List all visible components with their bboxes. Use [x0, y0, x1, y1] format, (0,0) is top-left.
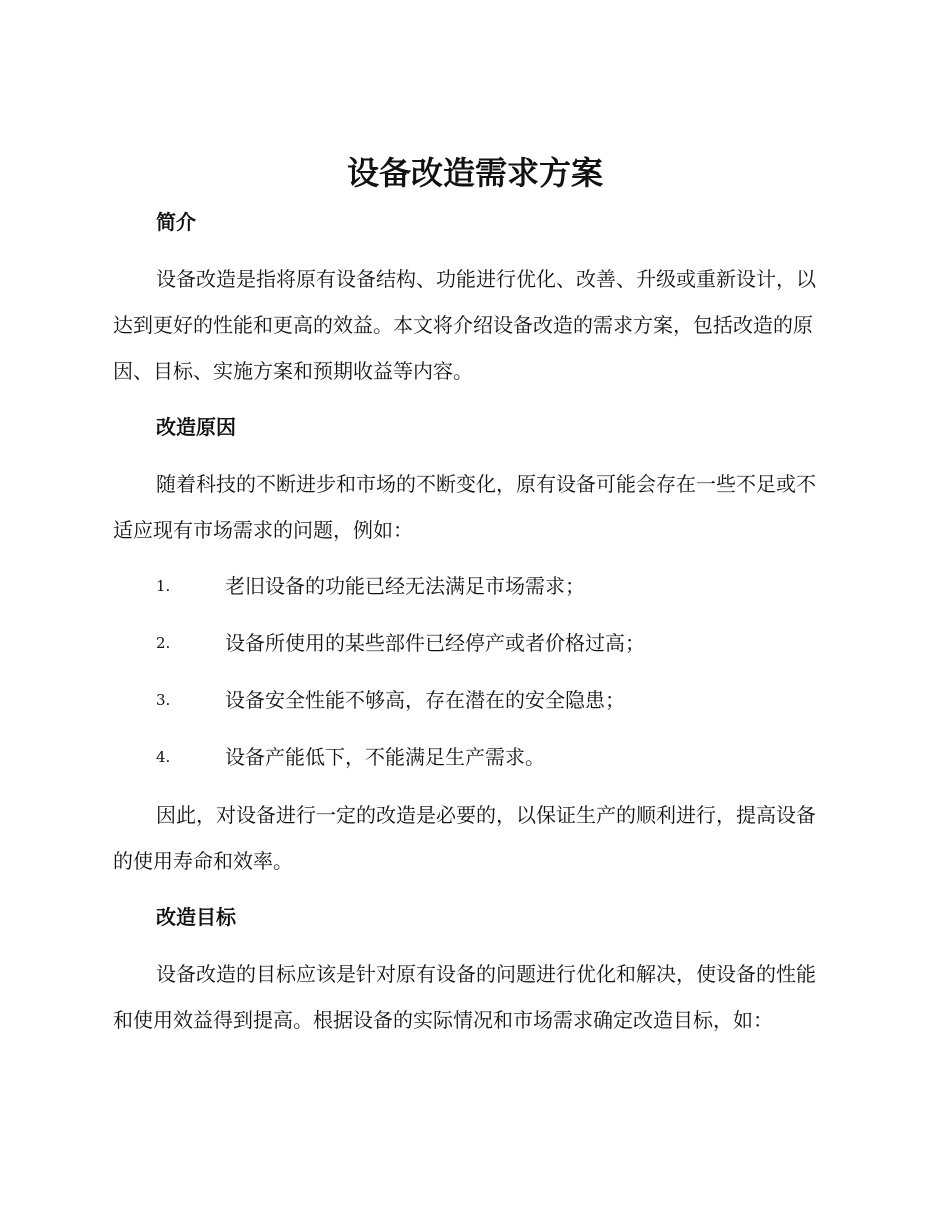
conclusion-paragraph: 因此，对设备进行一定的改造是必要的，以保证生产的顺利进行，提高设备的使用寿命和效率。	[113, 803, 816, 873]
list-number: 1.	[156, 577, 171, 595]
list-item	[156, 685, 836, 715]
list-number: 3.	[156, 691, 171, 709]
list-item	[156, 628, 836, 658]
list-number: 4.	[156, 748, 171, 766]
section-heading-intro: 简介	[156, 210, 196, 234]
list-item	[156, 742, 836, 772]
list-text: 设备安全性能不够高，存在潜在的安全隐患；	[225, 688, 625, 712]
reasons-paragraph: 随着科技的不断进步和市场的不断变化，原有设备可能会存在一些不足或不适应现有市场需求的问题，例如：	[113, 472, 816, 542]
list-text: 设备所使用的某些部件已经停产或者价格过高；	[225, 631, 645, 655]
section-heading-goals: 改造目标	[156, 905, 236, 929]
document-title: 设备改造需求方案	[346, 154, 603, 192]
section-heading-reasons: 改造原因	[156, 415, 236, 439]
list-number: 2.	[156, 634, 171, 652]
list-text: 设备产能低下，不能满足生产需求。	[225, 745, 545, 769]
intro-paragraph: 设备改造是指将原有设备结构、功能进行优化、改善、升级或重新设计，以达到更好的性能和更高的效益。本文将介绍设备改造的需求方案，包括改造的原因、目标、实施方案和预期收益等内容。	[113, 267, 816, 383]
list-text: 老旧设备的功能已经无法满足市场需求；	[225, 574, 585, 598]
goals-paragraph: 设备改造的目标应该是针对原有设备的问题进行优化和解决，使设备的性能和使用效益得到提高。根据设备的实际情况和市场需求确定改造目标，如：	[113, 962, 816, 1032]
list-item	[156, 571, 836, 601]
